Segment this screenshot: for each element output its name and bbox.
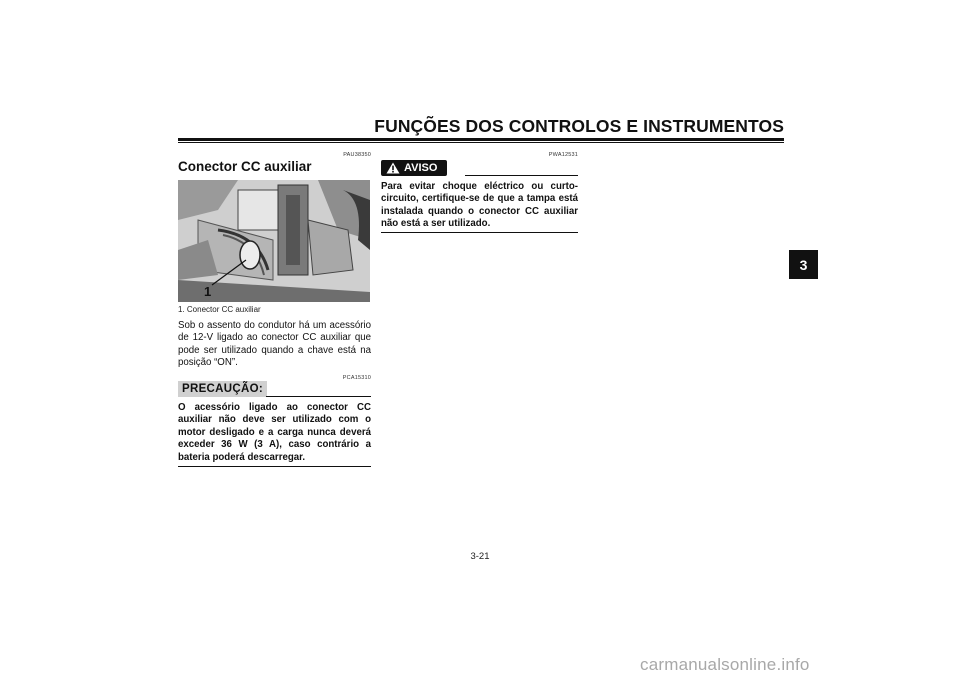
notice-code: PCA15310: [342, 375, 371, 381]
page-number: 3-21: [470, 551, 490, 562]
watermark-text: carmanualsonline.info: [640, 655, 810, 674]
notice-text: O acessório ligado ao conector CC auxiliar não deve ser utilizado com o motor desligado e a carga nunca deverá exceder 36 W (3 A), caso contrário a bateria poderá descarregar.: [178, 402, 371, 463]
warning-header: [381, 160, 578, 176]
chapter-tab: 3: [789, 250, 818, 279]
notice-label: PRECAUÇÃO:: [178, 381, 267, 397]
section-title: Conector CC auxiliar: [178, 159, 312, 174]
section-code: PAU38350: [343, 152, 371, 158]
page-header-title: FUNÇÕES DOS CONTROLOS E INSTRUMENTOS: [374, 116, 784, 136]
warning-label: AVISO: [404, 162, 438, 174]
notice-header: [178, 381, 371, 397]
section-body-text: Sob o assento do condutor há um acessório de 12-V ligado ao conector CC auxiliar que pode ser utilizado quando a chave está na posição “ON”.: [178, 320, 371, 369]
header-rule: [178, 138, 784, 143]
warning-code: PWA12531: [548, 152, 578, 158]
warning-triangle-icon: [386, 162, 400, 174]
notice-end-rule: [178, 466, 371, 467]
warning-end-rule: [381, 232, 578, 233]
connector-photo: [178, 180, 370, 302]
warning-label-box: [381, 160, 447, 176]
figure-callout-number: 1: [204, 284, 212, 299]
figure-caption: 1. Conector CC auxiliar: [178, 305, 261, 314]
warning-text: Para evitar choque eléctrico ou curto-circuito, certifique-se de que a tampa está instalada quando o conector CC auxiliar não está a ser utilizado.: [381, 181, 578, 230]
